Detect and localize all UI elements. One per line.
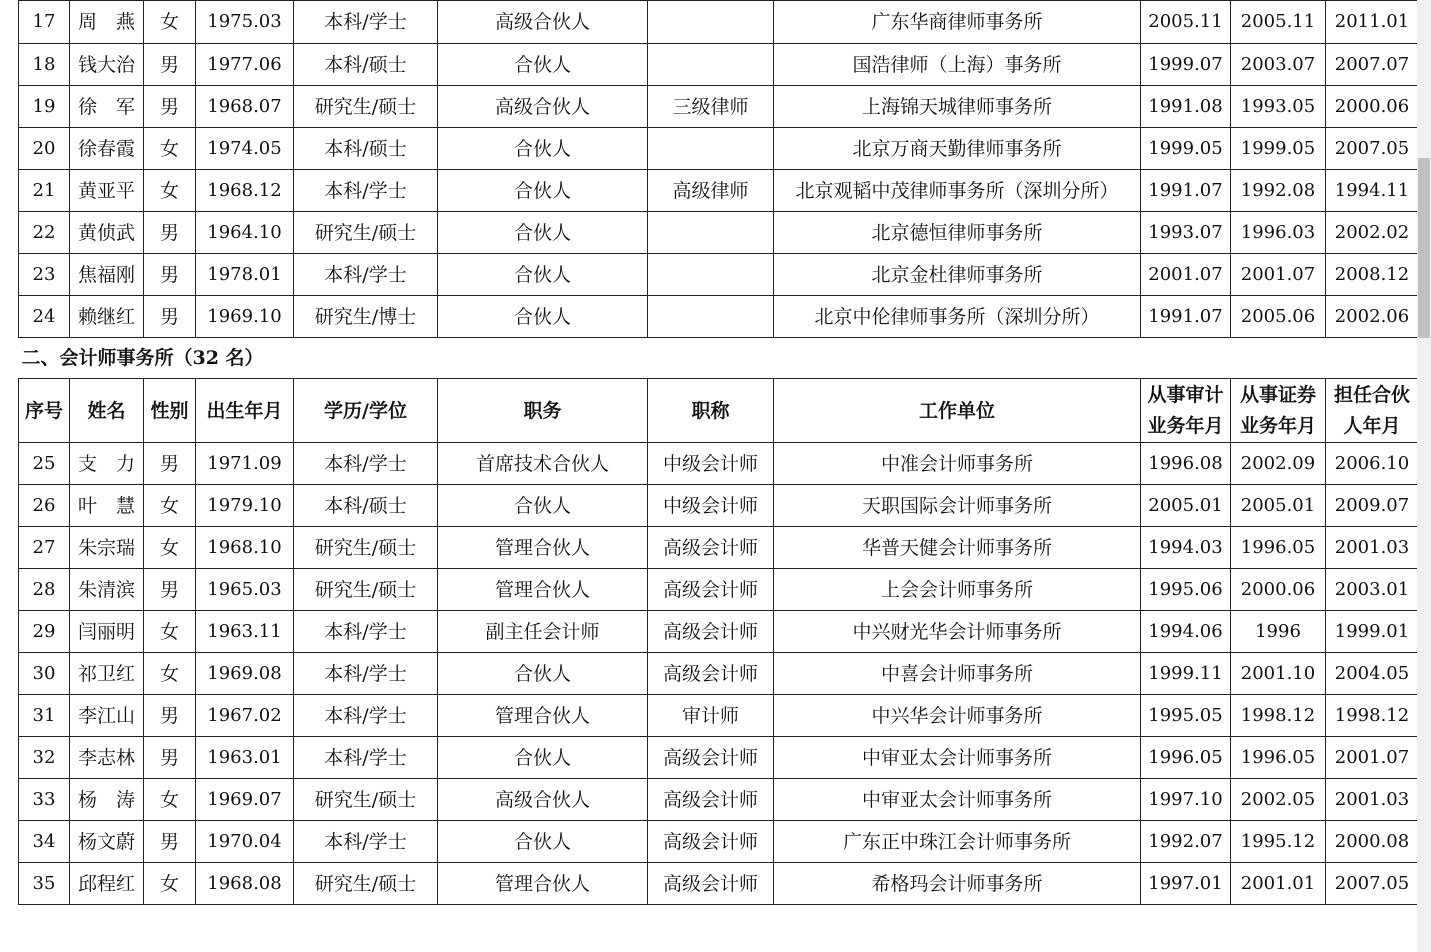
cell-unit: 北京中伦律师事务所（深圳分所） (774, 296, 1141, 338)
cell-edu: 本科/硕士 (294, 128, 438, 170)
cell-unit: 北京德恒律师事务所 (774, 212, 1141, 254)
cell-d3: 2009.07 (1326, 485, 1419, 527)
cell-birth: 1968.12 (196, 170, 294, 212)
header-edu: 学历/学位 (294, 379, 438, 443)
cell-position: 首席技术合伙人 (438, 443, 648, 485)
header-securities-start: 从事证券业务年月 (1231, 379, 1326, 443)
cell-d1: 2005.11 (1141, 1, 1231, 44)
table-row (19, 779, 1419, 821)
cell-position: 合伙人 (438, 128, 648, 170)
table-row (19, 485, 1419, 527)
cell-name: 黄侦武 (70, 212, 144, 254)
cell-d3: 2002.06 (1326, 296, 1419, 338)
cell-d3: 2006.10 (1326, 443, 1419, 485)
cell-title: 高级会计师 (648, 779, 774, 821)
cell-birth: 1969.08 (196, 653, 294, 695)
cell-title: 审计师 (648, 695, 774, 737)
cell-d2: 2001.10 (1231, 653, 1326, 695)
cell-d3: 2007.05 (1326, 863, 1419, 905)
cell-d2: 1992.08 (1231, 170, 1326, 212)
cell-d1: 1996.05 (1141, 737, 1231, 779)
cell-position: 高级合伙人 (438, 86, 648, 128)
header-row (19, 379, 1419, 443)
cell-birth: 1970.04 (196, 821, 294, 863)
table-row (19, 821, 1419, 863)
cell-no: 28 (19, 569, 70, 611)
cell-d3: 2008.12 (1326, 254, 1419, 296)
cell-position: 高级合伙人 (438, 779, 648, 821)
cell-no: 32 (19, 737, 70, 779)
cell-name: 徐春霞 (70, 128, 144, 170)
cell-d1: 1997.10 (1141, 779, 1231, 821)
cell-no: 31 (19, 695, 70, 737)
cell-name: 朱清滨 (70, 569, 144, 611)
cell-gender: 女 (144, 527, 196, 569)
cell-d1: 1991.07 (1141, 170, 1231, 212)
scrollbar-thumb[interactable] (1418, 158, 1430, 338)
cell-d3: 1999.01 (1326, 611, 1419, 653)
cell-birth: 1967.02 (196, 695, 294, 737)
cell-no: 25 (19, 443, 70, 485)
cell-birth: 1963.11 (196, 611, 294, 653)
cell-title: 高级会计师 (648, 863, 774, 905)
cell-title: 中级会计师 (648, 485, 774, 527)
cell-d2: 1993.05 (1231, 86, 1326, 128)
cell-edu: 研究生/硕士 (294, 86, 438, 128)
cell-edu: 本科/学士 (294, 737, 438, 779)
cell-d2: 2002.09 (1231, 443, 1326, 485)
cell-name: 邱程红 (70, 863, 144, 905)
cell-d2: 1998.12 (1231, 695, 1326, 737)
cell-d1: 1999.07 (1141, 44, 1231, 86)
cell-d3: 2000.08 (1326, 821, 1419, 863)
cell-name: 李江山 (70, 695, 144, 737)
cell-d2: 2001.07 (1231, 254, 1326, 296)
cell-unit: 中兴财光华会计师事务所 (774, 611, 1141, 653)
cell-edu: 本科/学士 (294, 611, 438, 653)
cell-d1: 1994.03 (1141, 527, 1231, 569)
cell-d2: 2002.05 (1231, 779, 1326, 821)
cell-no: 22 (19, 212, 70, 254)
cell-d2: 2005.06 (1231, 296, 1326, 338)
cell-position: 高级合伙人 (438, 1, 648, 44)
cell-edu: 本科/学士 (294, 170, 438, 212)
cell-unit: 北京观韬中茂律师事务所（深圳分所） (774, 170, 1141, 212)
cell-no: 17 (19, 1, 70, 44)
cell-gender: 女 (144, 611, 196, 653)
cell-position: 管理合伙人 (438, 695, 648, 737)
cell-d3: 1998.12 (1326, 695, 1419, 737)
cell-d2: 2000.06 (1231, 569, 1326, 611)
cell-position: 合伙人 (438, 44, 648, 86)
cell-gender: 女 (144, 128, 196, 170)
cell-edu: 本科/硕士 (294, 485, 438, 527)
cell-d1: 1995.05 (1141, 695, 1231, 737)
cell-d2: 2001.01 (1231, 863, 1326, 905)
cell-d1: 1994.06 (1141, 611, 1231, 653)
cell-birth: 1965.03 (196, 569, 294, 611)
cell-gender: 女 (144, 779, 196, 821)
cell-unit: 上会会计师事务所 (774, 569, 1141, 611)
cell-no: 19 (19, 86, 70, 128)
cell-title: 高级会计师 (648, 527, 774, 569)
table-row (19, 128, 1419, 170)
cell-edu: 本科/学士 (294, 443, 438, 485)
header-no: 序号 (19, 379, 70, 443)
cell-d1: 2001.07 (1141, 254, 1231, 296)
cell-no: 30 (19, 653, 70, 695)
cell-gender: 男 (144, 296, 196, 338)
table-row (19, 569, 1419, 611)
cell-position: 合伙人 (438, 821, 648, 863)
cell-birth: 1968.10 (196, 527, 294, 569)
cell-title: 高级会计师 (648, 653, 774, 695)
cell-name: 赖继红 (70, 296, 144, 338)
cell-d2: 1996.03 (1231, 212, 1326, 254)
cell-title: 三级律师 (648, 86, 774, 128)
table-row (19, 296, 1419, 338)
cell-position: 合伙人 (438, 485, 648, 527)
cell-d2: 1995.12 (1231, 821, 1326, 863)
cell-unit: 希格玛会计师事务所 (774, 863, 1141, 905)
header-position: 职务 (438, 379, 648, 443)
cell-edu: 本科/硕士 (294, 44, 438, 86)
cell-name: 徐 军 (70, 86, 144, 128)
header-partner-start: 担任合伙人年月 (1326, 379, 1419, 443)
cell-title (648, 44, 774, 86)
cell-unit: 中审亚太会计师事务所 (774, 737, 1141, 779)
cell-position: 合伙人 (438, 737, 648, 779)
table-row (19, 611, 1419, 653)
table-row (19, 863, 1419, 905)
cell-name: 朱宗瑞 (70, 527, 144, 569)
cell-no: 35 (19, 863, 70, 905)
cell-d3: 2011.01 (1326, 1, 1419, 44)
header-audit-start: 从事审计业务年月 (1141, 379, 1231, 443)
cell-d1: 1999.11 (1141, 653, 1231, 695)
cell-gender: 男 (144, 737, 196, 779)
cell-edu: 本科/学士 (294, 1, 438, 44)
cell-d2: 2005.01 (1231, 485, 1326, 527)
cell-birth: 1968.07 (196, 86, 294, 128)
cell-d3: 2007.07 (1326, 44, 1419, 86)
cell-edu: 研究生/硕士 (294, 212, 438, 254)
cell-d1: 1995.06 (1141, 569, 1231, 611)
cell-d1: 1992.07 (1141, 821, 1231, 863)
cell-title (648, 254, 774, 296)
roster-table (18, 0, 1419, 905)
lawyer-rows (19, 1, 1419, 338)
cell-edu: 研究生/硕士 (294, 779, 438, 821)
header-birth: 出生年月 (196, 379, 294, 443)
cell-unit: 华普天健会计师事务所 (774, 527, 1141, 569)
table-row (19, 1, 1419, 44)
cell-birth: 1977.06 (196, 44, 294, 86)
cell-position: 合伙人 (438, 212, 648, 254)
cell-d1: 1993.07 (1141, 212, 1231, 254)
table-row (19, 170, 1419, 212)
cell-name: 焦福刚 (70, 254, 144, 296)
cell-no: 24 (19, 296, 70, 338)
cell-title: 高级会计师 (648, 569, 774, 611)
cell-edu: 研究生/硕士 (294, 863, 438, 905)
cell-d3: 1994.11 (1326, 170, 1419, 212)
cell-title (648, 128, 774, 170)
header-gender: 性别 (144, 379, 196, 443)
cell-position: 合伙人 (438, 296, 648, 338)
cell-birth: 1963.01 (196, 737, 294, 779)
cell-d1: 2005.01 (1141, 485, 1231, 527)
cell-birth: 1978.01 (196, 254, 294, 296)
cell-d2: 1996.05 (1231, 527, 1326, 569)
cell-name: 祁卫红 (70, 653, 144, 695)
cell-gender: 女 (144, 170, 196, 212)
cell-unit: 广东正中珠江会计师事务所 (774, 821, 1141, 863)
header-title: 职称 (648, 379, 774, 443)
cell-title: 高级会计师 (648, 821, 774, 863)
cell-d2: 2003.07 (1231, 44, 1326, 86)
cell-d3: 2002.02 (1326, 212, 1419, 254)
cell-d2: 1999.05 (1231, 128, 1326, 170)
cell-unit: 国浩律师（上海）事务所 (774, 44, 1141, 86)
cell-no: 26 (19, 485, 70, 527)
cell-title (648, 1, 774, 44)
cell-unit: 中准会计师事务所 (774, 443, 1141, 485)
cell-gender: 女 (144, 863, 196, 905)
cell-unit: 上海锦天城律师事务所 (774, 86, 1141, 128)
cell-no: 33 (19, 779, 70, 821)
cell-gender: 男 (144, 44, 196, 86)
cell-position: 管理合伙人 (438, 863, 648, 905)
cell-d1: 1997.01 (1141, 863, 1231, 905)
cell-title: 中级会计师 (648, 443, 774, 485)
cell-d3: 2001.07 (1326, 737, 1419, 779)
cell-gender: 男 (144, 254, 196, 296)
table-row (19, 44, 1419, 86)
cell-edu: 研究生/博士 (294, 296, 438, 338)
header-unit: 工作单位 (774, 379, 1141, 443)
cell-birth: 1974.05 (196, 128, 294, 170)
cell-title (648, 212, 774, 254)
section-title: 二、会计师事务所（32 名） (19, 338, 1419, 379)
cell-name: 黄亚平 (70, 170, 144, 212)
cell-position: 合伙人 (438, 254, 648, 296)
cell-birth: 1968.08 (196, 863, 294, 905)
cell-no: 21 (19, 170, 70, 212)
cell-gender: 男 (144, 86, 196, 128)
cell-gender: 男 (144, 821, 196, 863)
table-row (19, 695, 1419, 737)
table-row (19, 86, 1419, 128)
cell-birth: 1969.07 (196, 779, 294, 821)
cell-gender: 男 (144, 569, 196, 611)
cell-gender: 女 (144, 1, 196, 44)
table-row (19, 443, 1419, 485)
table-row (19, 254, 1419, 296)
cell-unit: 中兴华会计师事务所 (774, 695, 1141, 737)
cell-name: 李志林 (70, 737, 144, 779)
cell-position: 合伙人 (438, 170, 648, 212)
table-row (19, 212, 1419, 254)
cell-d2: 1996.05 (1231, 737, 1326, 779)
cell-d1: 1996.08 (1141, 443, 1231, 485)
cell-gender: 女 (144, 485, 196, 527)
cell-position: 管理合伙人 (438, 527, 648, 569)
cell-d3: 2004.05 (1326, 653, 1419, 695)
cell-unit: 北京金杜律师事务所 (774, 254, 1141, 296)
cell-position: 副主任会计师 (438, 611, 648, 653)
header-name: 姓名 (70, 379, 144, 443)
cell-title: 高级会计师 (648, 611, 774, 653)
table-row (19, 527, 1419, 569)
cell-unit: 广东华商律师事务所 (774, 1, 1141, 44)
section-title-row (19, 338, 1419, 379)
cell-birth: 1975.03 (196, 1, 294, 44)
cell-no: 20 (19, 128, 70, 170)
cell-name: 钱大治 (70, 44, 144, 86)
cell-d1: 1991.07 (1141, 296, 1231, 338)
table-row (19, 653, 1419, 695)
cell-gender: 男 (144, 212, 196, 254)
cell-d1: 1991.08 (1141, 86, 1231, 128)
cell-no: 29 (19, 611, 70, 653)
cell-unit: 天职国际会计师事务所 (774, 485, 1141, 527)
cell-edu: 研究生/硕士 (294, 527, 438, 569)
cell-position: 管理合伙人 (438, 569, 648, 611)
cell-birth: 1964.10 (196, 212, 294, 254)
cell-edu: 本科/学士 (294, 821, 438, 863)
cell-no: 27 (19, 527, 70, 569)
cell-gender: 女 (144, 653, 196, 695)
cell-position: 合伙人 (438, 653, 648, 695)
cell-name: 杨 涛 (70, 779, 144, 821)
scrollbar-track[interactable] (1417, 0, 1431, 952)
cell-gender: 男 (144, 695, 196, 737)
cell-d2: 1996 (1231, 611, 1326, 653)
cell-no: 18 (19, 44, 70, 86)
cell-title: 高级律师 (648, 170, 774, 212)
cell-d3: 2007.05 (1326, 128, 1419, 170)
cell-edu: 本科/学士 (294, 254, 438, 296)
cell-unit: 中喜会计师事务所 (774, 653, 1141, 695)
cell-title (648, 296, 774, 338)
cell-d3: 2000.06 (1326, 86, 1419, 128)
accountant-rows (19, 443, 1419, 905)
cell-unit: 中审亚太会计师事务所 (774, 779, 1141, 821)
cell-name: 周 燕 (70, 1, 144, 44)
cell-birth: 1979.10 (196, 485, 294, 527)
cell-birth: 1971.09 (196, 443, 294, 485)
cell-no: 23 (19, 254, 70, 296)
cell-d2: 2005.11 (1231, 1, 1326, 44)
cell-d1: 1999.05 (1141, 128, 1231, 170)
cell-name: 叶 慧 (70, 485, 144, 527)
cell-edu: 本科/学士 (294, 653, 438, 695)
cell-d3: 2001.03 (1326, 527, 1419, 569)
cell-name: 支 力 (70, 443, 144, 485)
cell-name: 闫丽明 (70, 611, 144, 653)
cell-title: 高级会计师 (648, 737, 774, 779)
cell-name: 杨文蔚 (70, 821, 144, 863)
cell-unit: 北京万商天勤律师事务所 (774, 128, 1141, 170)
cell-birth: 1969.10 (196, 296, 294, 338)
cell-d3: 2001.03 (1326, 779, 1419, 821)
cell-gender: 男 (144, 443, 196, 485)
cell-no: 34 (19, 821, 70, 863)
cell-d3: 2003.01 (1326, 569, 1419, 611)
table-row (19, 737, 1419, 779)
cell-edu: 本科/学士 (294, 695, 438, 737)
cell-edu: 研究生/硕士 (294, 569, 438, 611)
